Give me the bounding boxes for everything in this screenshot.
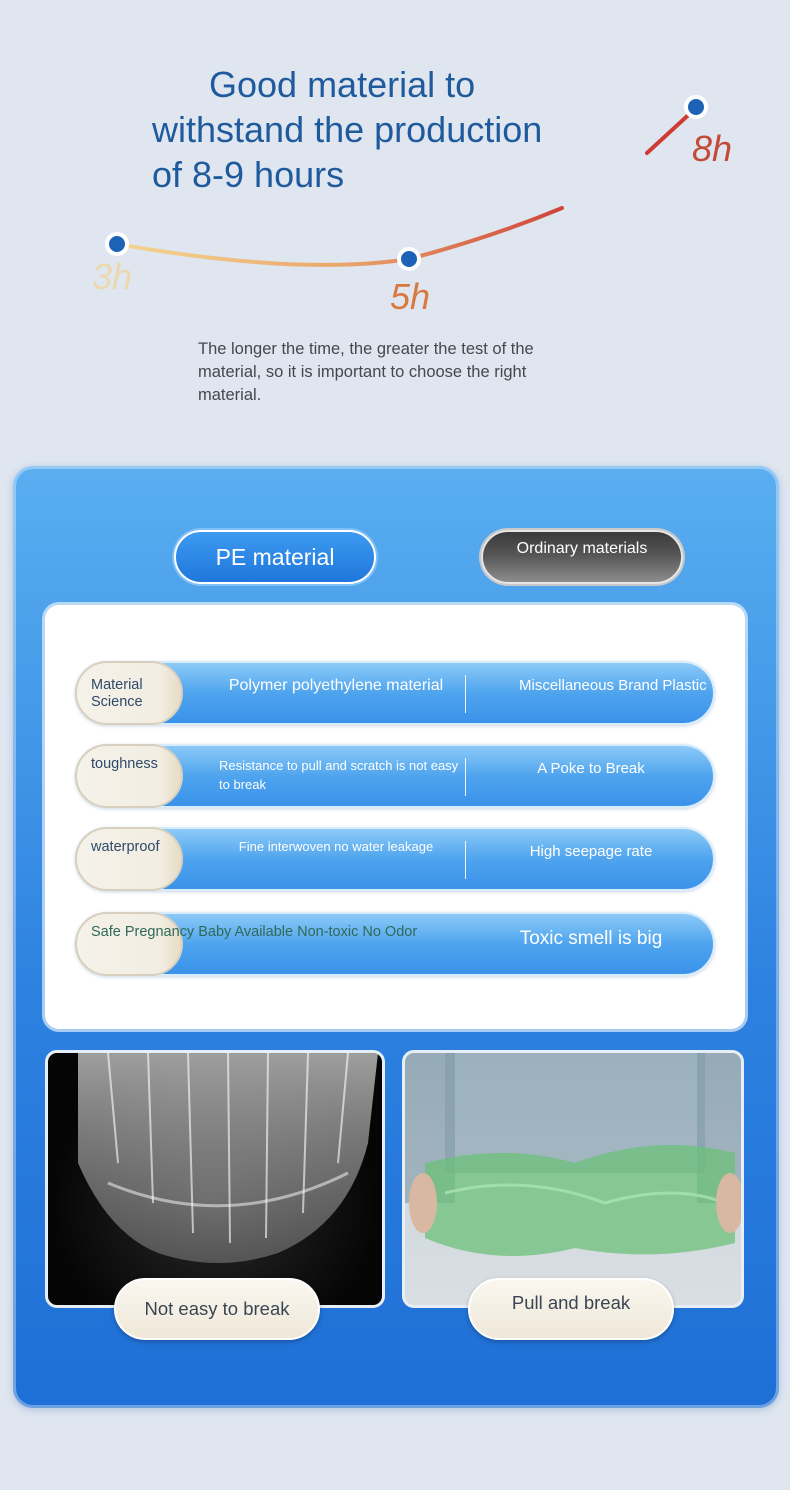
hour-label-8h: 8h xyxy=(692,128,733,169)
caption-pull-and-break: Pull and break xyxy=(468,1278,674,1340)
ordinary-bag-photo xyxy=(402,1050,744,1308)
ordinary-bag-illustration xyxy=(405,1053,744,1308)
divider xyxy=(465,758,466,796)
table-row xyxy=(75,827,715,891)
ordinary-cell: Toxic smell is big xyxy=(519,928,663,949)
row-label: Material Science xyxy=(75,661,183,725)
divider xyxy=(465,841,466,879)
comparison-panel xyxy=(13,466,779,1408)
ordinary-cell: High seepage rate xyxy=(529,843,653,860)
point-5h-dot xyxy=(399,249,419,269)
point-8h-dot xyxy=(686,97,706,117)
pe-bag-illustration xyxy=(48,1053,385,1308)
row-label-background xyxy=(75,912,183,976)
headline-line-1: Good material to xyxy=(209,64,476,105)
description: The longer the time, the greater the test of the material, so it is important to choose the right material. xyxy=(198,340,534,404)
hour-label-5h: 5h xyxy=(390,276,431,317)
table-row xyxy=(75,744,715,808)
curve-line xyxy=(117,208,562,265)
intro-section xyxy=(0,0,790,460)
pe-cell: Resistance to pull and scratch is not easy to break xyxy=(219,758,459,792)
divider xyxy=(465,675,466,713)
pe-cell: Polymer polyethylene material xyxy=(228,677,444,694)
headline-line-2: withstand the production xyxy=(152,109,543,150)
ordinary-material-header: Ordinary materials xyxy=(481,530,683,584)
pe-material-header: PE material xyxy=(174,530,376,584)
hour-label-3h: 3h xyxy=(92,256,133,297)
headline-line-3: of 8-9 hours xyxy=(152,154,345,195)
row-label: waterproof xyxy=(75,827,183,891)
pe-bag-photo xyxy=(45,1050,385,1308)
row-label: Safe Pregnancy Baby Available Non-toxic No Odor xyxy=(91,924,418,940)
ordinary-cell: Miscellaneous Brand Plastic xyxy=(519,677,707,694)
comparison-table xyxy=(45,605,745,1029)
pe-cell: Fine interwoven no water leakage xyxy=(238,839,434,854)
point-3h-dot xyxy=(107,234,127,254)
table-row xyxy=(75,912,715,976)
caption-not-easy-to-break: Not easy to break xyxy=(114,1278,320,1340)
row-label: toughness xyxy=(75,744,183,808)
table-row xyxy=(75,661,715,725)
ordinary-cell: A Poke to Break xyxy=(537,760,645,777)
